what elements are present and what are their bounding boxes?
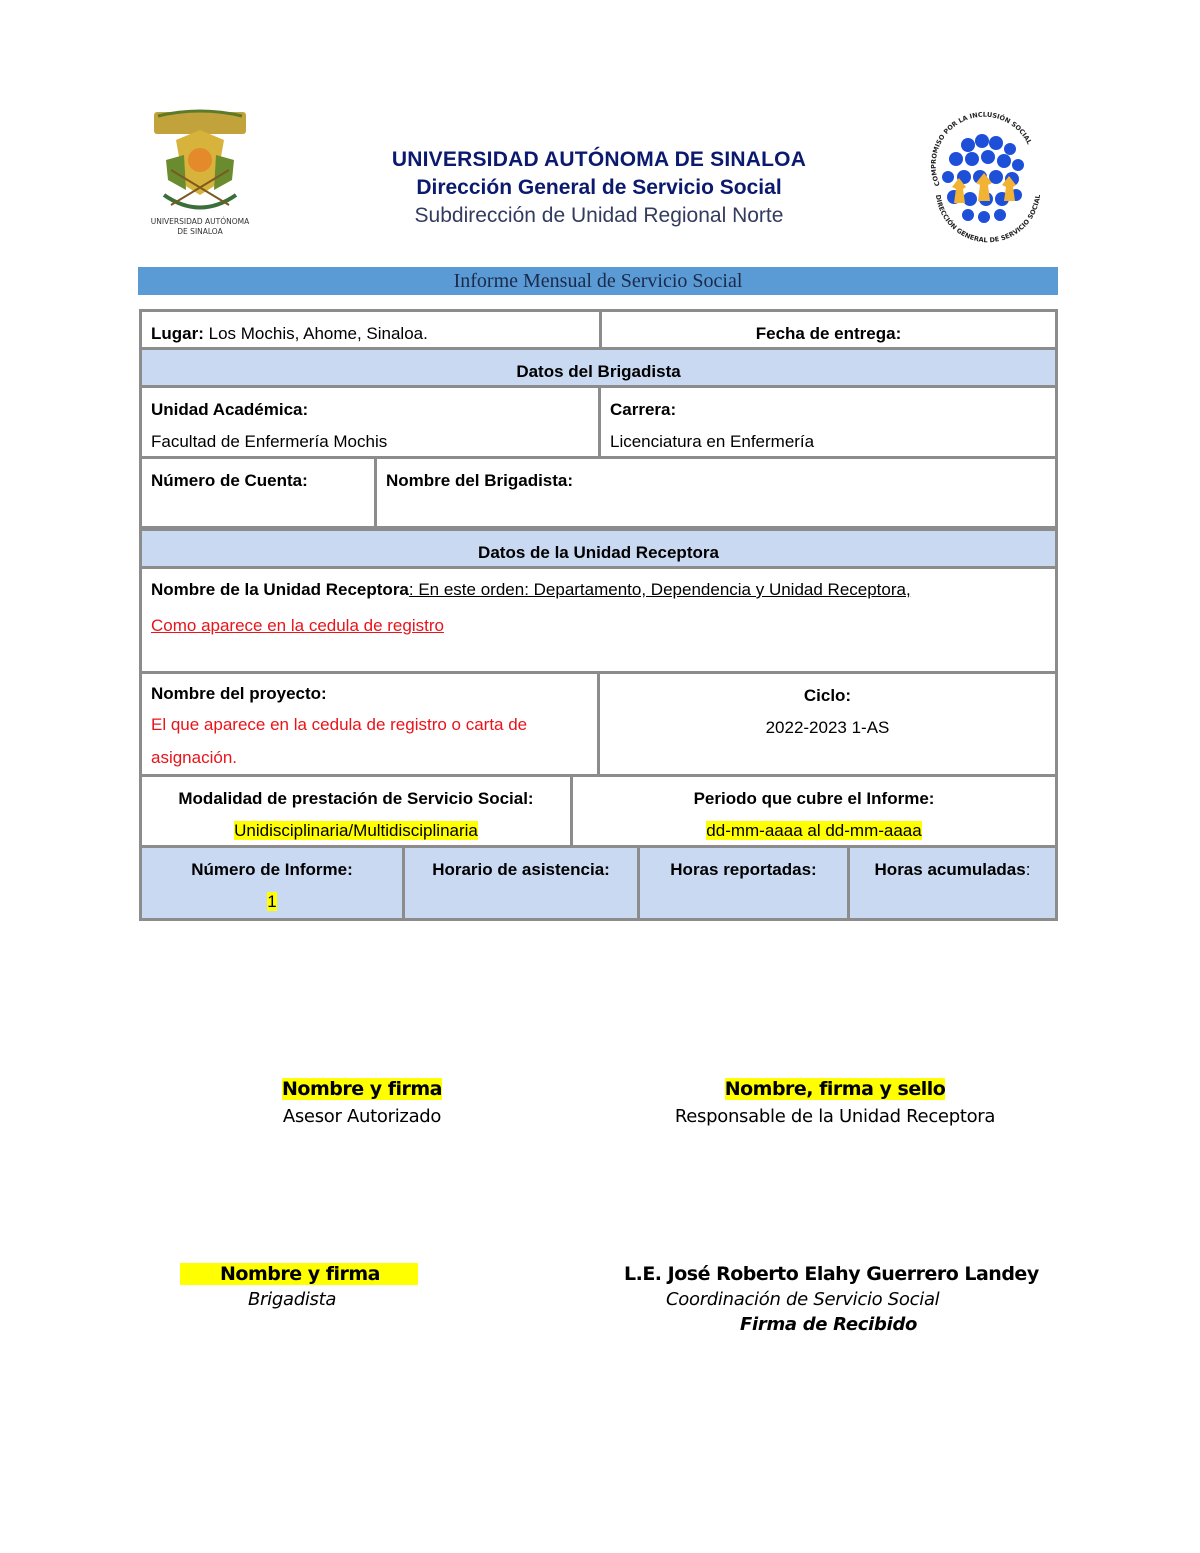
horario-asistencia-label: Horario de asistencia:: [432, 860, 610, 879]
numero-informe-label: Número de Informe:: [191, 860, 353, 879]
lugar-value: Los Mochis, Ahome, Sinaloa.: [203, 324, 428, 343]
asesor-signature-title: Nombre y firma: [282, 1078, 442, 1100]
carrera-value: Licenciatura en Enfermería: [610, 432, 815, 451]
periodo-label: Periodo que cubre el Informe:: [693, 789, 935, 808]
unidad-receptora-hint: : En este orden: Departamento, Dependencia y Unidad Receptora,: [408, 580, 911, 599]
modalidad-value: Unidisciplinaria/Multidisciplinaria: [234, 821, 478, 840]
direction-name: Dirección General de Servicio Social: [416, 176, 782, 199]
unidad-receptora-label: Nombre de la Unidad Receptora: [151, 580, 409, 599]
responsable-signature: [620, 1078, 1050, 1127]
ciclo-value: 2022-2023 1-AS: [765, 718, 890, 737]
modalidad-cell: [139, 774, 573, 848]
nombre-brigadista-label: Nombre del Brigadista:: [386, 471, 574, 490]
ciclo-cell: [597, 671, 1058, 777]
brigadista-signature: [180, 1263, 418, 1310]
subdirection-name: Subdirección de Unidad Regional Norte: [414, 204, 784, 227]
horas-reportadas-label: Horas reportadas:: [670, 860, 817, 879]
fecha-entrega-label: Fecha de entrega:: [755, 324, 902, 343]
unidad-academica-value: Facultad de Enfermería Mochis: [151, 432, 388, 451]
fecha-entrega-cell[interactable]: [599, 309, 1058, 350]
lugar-label: Lugar:: [151, 324, 204, 343]
numero-informe-cell: [139, 845, 405, 921]
svg-text:DIRECCIÓN GENERAL DE SERVICIO: DIRECCIÓN GENERAL DE SERVICIO SOCIAL: [933, 193, 1043, 245]
carrera-cell: [598, 385, 1058, 459]
horas-acumuladas-cell[interactable]: [847, 845, 1058, 921]
svg-text:COMPROMISO POR LA INCLUSIÓN SO: COMPROMISO POR LA INCLUSIÓN SOCIAL: [929, 110, 1034, 188]
ciclo-label: Ciclo:: [803, 686, 852, 705]
receptora-section-header: Datos de la Unidad Receptora: [139, 528, 1058, 569]
coordinador-signature: [600, 1263, 1040, 1335]
firma-recibido: Firma de Recibido: [740, 1314, 918, 1335]
carrera-label: Carrera:: [610, 400, 677, 419]
svg-text:UNIVERSIDAD AUTÓNOMA: UNIVERSIDAD AUTÓNOMA: [150, 217, 250, 226]
proyecto-cell[interactable]: [139, 671, 600, 777]
svg-text:DE SINALOA: DE SINALOA: [177, 227, 223, 236]
brigadista-signature-title: Nombre y firma: [180, 1263, 418, 1285]
university-name: UNIVERSIDAD AUTÓNOMA DE SINALOA: [391, 148, 807, 171]
numero-cuenta-label: Número de Cuenta:: [151, 471, 308, 490]
horas-acumuladas-colon: :: [1025, 860, 1031, 879]
nombre-brigadista-cell[interactable]: [374, 456, 1058, 529]
brigadista-signature-role: Brigadista: [248, 1289, 337, 1310]
responsable-signature-title: Nombre, firma y sello: [724, 1078, 946, 1100]
unidad-academica-label: Unidad Académica:: [151, 400, 309, 419]
brigadista-section-header: Datos del Brigadista: [139, 347, 1058, 388]
coordinador-role: Coordinación de Servicio Social: [666, 1289, 940, 1310]
unidad-receptora-cell[interactable]: [139, 566, 1058, 674]
asesor-signature: [212, 1078, 512, 1127]
lugar-cell: [139, 309, 602, 350]
horas-reportadas-cell[interactable]: [637, 845, 850, 921]
numero-cuenta-cell[interactable]: [139, 456, 377, 529]
horas-acumuladas-label: Horas acumuladas: [874, 860, 1026, 879]
unidad-receptora-hint-red: Como aparece en la cedula de registro: [151, 616, 444, 635]
periodo-cell[interactable]: [570, 774, 1058, 848]
report-title-banner: Informe Mensual de Servicio Social: [138, 267, 1058, 295]
periodo-value: dd-mm-aaaa al dd-mm-aaaa: [706, 821, 922, 840]
numero-informe-value: 1: [267, 892, 277, 911]
uas-crest-logo: [146, 100, 254, 238]
asesor-signature-role: Asesor Autorizado: [282, 1106, 442, 1127]
unidad-academica-cell: [139, 385, 601, 459]
responsable-signature-role: Responsable de la Unidad Receptora: [674, 1106, 996, 1127]
proyecto-hint: El que aparece en la cedula de registro o carta de asignación.: [151, 715, 528, 767]
coordinador-name: L.E. José Roberto Elahy Guerrero Landey: [624, 1263, 1039, 1285]
horario-asistencia-cell[interactable]: [402, 845, 640, 921]
proyecto-label: Nombre del proyecto:: [151, 684, 327, 703]
modalidad-label: Modalidad de prestación de Servicio Social:: [178, 789, 534, 808]
servicio-social-logo: [918, 105, 1050, 253]
